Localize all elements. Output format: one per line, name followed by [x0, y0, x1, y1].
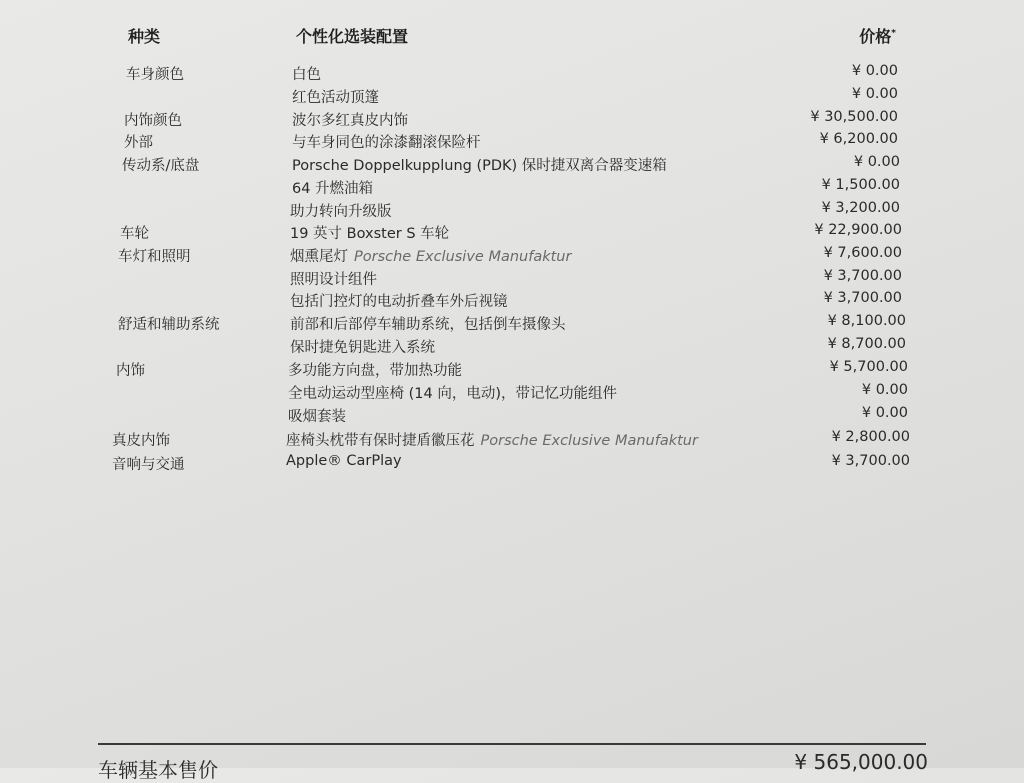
row-price: ¥ 6,200.00: [819, 131, 898, 147]
row-option-text: 红色活动顶篷: [292, 90, 379, 106]
row-option: [290, 268, 377, 289]
row-option: [290, 290, 508, 311]
option-row: [0, 177, 1024, 199]
row-price: ¥ 0.00: [853, 154, 900, 170]
row-option: [288, 382, 617, 403]
row-option: [292, 177, 373, 198]
row-price: ¥ 8,100.00: [827, 313, 906, 329]
row-option: [292, 154, 667, 175]
row-option: [290, 245, 571, 266]
option-row: [0, 200, 1024, 222]
row-option: [292, 131, 481, 152]
option-row: [0, 245, 1024, 267]
row-option-text: 多功能方向盘，带加热功能: [288, 363, 462, 379]
row-option-text: Porsche Doppelkupplung (PDK) 保时捷双离合器变速箱: [292, 158, 667, 174]
row-option: [286, 453, 402, 469]
row-price: ¥ 0.00: [851, 86, 898, 102]
row-option-text: 波尔多红真皮内饰: [292, 113, 408, 129]
row-option: [286, 429, 698, 450]
row-option: [290, 313, 566, 334]
row-option-text: 19 英寸 Boxster S 车轮: [290, 226, 450, 242]
option-row: [0, 131, 1024, 153]
row-option: [288, 405, 346, 426]
option-row: [0, 63, 1024, 85]
row-price: ¥ 0.00: [861, 405, 908, 421]
row-option-text: 包括门控灯的电动折叠车外后视镜: [290, 294, 508, 310]
row-option-text: 全电动运动型座椅 (14 向，电动)，带记忆功能组件: [288, 386, 617, 402]
row-category: 音响与交通: [112, 457, 185, 473]
row-option-text: 64 升燃油箱: [292, 181, 374, 197]
row-price: ¥ 2,800.00: [831, 429, 910, 445]
header-category: 种类: [128, 27, 161, 46]
option-row: [0, 290, 1024, 312]
row-category: 传动系/底盘: [122, 158, 200, 174]
option-row: [0, 313, 1024, 335]
row-price: ¥ 30,500.00: [810, 109, 898, 125]
row-price: ¥ 5,700.00: [829, 359, 908, 375]
option-row: [0, 336, 1024, 358]
row-category: 外部: [124, 135, 153, 151]
option-row: [0, 268, 1024, 290]
header-option: 个性化选装配置: [296, 27, 409, 46]
row-price: ¥ 3,700.00: [823, 268, 902, 284]
row-option: [290, 336, 435, 357]
row-price: ¥ 3,700.00: [823, 290, 902, 306]
row-option-text: 吸烟套装: [288, 409, 346, 425]
row-option-text: 与车身同色的涂漆翻滚保险杆: [292, 135, 481, 151]
row-category: 车身颜色: [126, 67, 184, 83]
row-category: 内饰: [116, 363, 145, 379]
header-price-label: 价格: [859, 27, 892, 46]
row-option-text: 座椅头枕带有保时捷盾徽压花: [286, 433, 475, 449]
row-option-text: 烟熏尾灯: [290, 249, 348, 265]
row-price: ¥ 3,200.00: [821, 200, 900, 216]
row-option: [292, 109, 408, 130]
row-option-note: Porsche Exclusive Manufaktur: [480, 433, 698, 449]
header-price-mark: *: [891, 28, 896, 39]
row-option: [288, 359, 462, 380]
row-price: ¥ 3,700.00: [831, 453, 910, 469]
total-price: ¥ 565,000.00: [794, 750, 928, 774]
option-row: [0, 453, 1024, 475]
total-label: 车辆基本售价: [98, 758, 218, 782]
row-option: [292, 63, 321, 84]
row-option-text: 照明设计组件: [290, 272, 377, 288]
total-divider: [98, 743, 926, 745]
option-row: [0, 359, 1024, 381]
row-option-text: 白色: [292, 67, 321, 83]
option-row: [0, 154, 1024, 176]
row-price: ¥ 7,600.00: [823, 245, 902, 261]
option-row: [0, 86, 1024, 108]
row-option: [290, 222, 449, 243]
row-option-text: 保时捷免钥匙进入系统: [290, 340, 435, 356]
row-price: ¥ 0.00: [851, 63, 898, 79]
row-price: ¥ 22,900.00: [814, 222, 902, 238]
row-option-note: Porsche Exclusive Manufaktur: [354, 249, 572, 265]
row-option-text: 前部和后部停车辅助系统，包括倒车摄像头: [290, 317, 566, 333]
row-option: [292, 86, 379, 107]
row-option-text: 助力转向升级版: [290, 204, 392, 220]
row-category: 车灯和照明: [118, 249, 191, 265]
header-price: [859, 24, 896, 47]
option-row: [0, 382, 1024, 404]
row-category: 车轮: [120, 226, 149, 242]
row-price: ¥ 8,700.00: [827, 336, 906, 352]
option-row: [0, 222, 1024, 244]
row-option: [290, 200, 392, 221]
row-category: 真皮内饰: [112, 433, 170, 449]
option-row: [0, 429, 1024, 451]
row-option-text: Apple® CarPlay: [286, 453, 402, 469]
row-category: 舒适和辅助系统: [118, 317, 220, 333]
row-price: ¥ 0.00: [861, 382, 908, 398]
row-price: ¥ 1,500.00: [821, 177, 900, 193]
option-row: [0, 405, 1024, 427]
row-category: 内饰颜色: [124, 113, 182, 129]
option-row: [0, 109, 1024, 131]
